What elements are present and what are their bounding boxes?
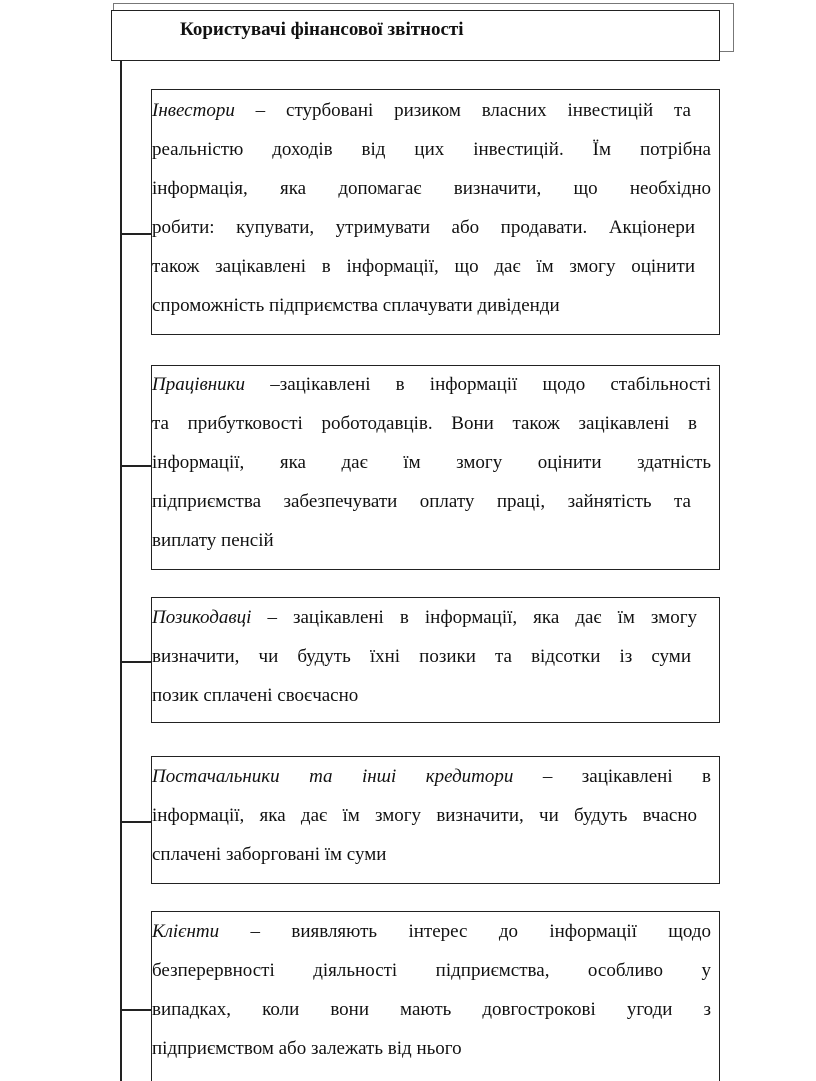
box-line: сплачені заборговані їм суми: [152, 844, 387, 865]
connector-branch-suppliers: [120, 821, 151, 823]
term-investors: Інвестори: [152, 100, 235, 121]
box-line: Працівники –зацікавлені в інформації щодо стабільності: [152, 374, 711, 395]
connector-branch-employees: [120, 465, 151, 467]
connector-spine: [120, 61, 122, 1081]
box-line: інформації, яка дає їм змогу оцінити здатність: [152, 452, 711, 473]
box-line: та прибутковості роботодавців. Вони також зацікавлені в: [152, 413, 697, 434]
box-employees: [151, 365, 720, 570]
term-suppliers: Постачальники та інші кредитори: [152, 766, 514, 787]
box-line: також зацікавлені в інформації, що дає їм змогу оцінити: [152, 256, 695, 277]
box-line: спроможність підприємства сплачувати дивіденди: [152, 295, 560, 316]
box-line: Інвестори – стурбовані ризиком власних інвестицій та: [152, 100, 691, 121]
box-suppliers: [151, 756, 720, 884]
term-lenders: Позикодавці: [152, 607, 252, 628]
connector-branch-lenders: [120, 661, 151, 663]
diagram-title: Користувачі фінансової звітності: [180, 19, 464, 40]
box-line: інформація, яка допомагає визначити, що необхідно: [152, 178, 711, 199]
box-investors: [151, 89, 720, 335]
box-line: визначити, чи будуть їхні позики та відсотки із суми: [152, 646, 691, 667]
box-lenders: [151, 597, 720, 723]
box-clients: [151, 911, 720, 1081]
term-clients: Клієнти: [152, 921, 220, 942]
box-line: Клієнти – виявляють інтерес до інформації щодо: [152, 921, 711, 942]
box-line: інформації, яка дає їм змогу визначити, чи будуть вчасно: [152, 805, 697, 826]
box-line: робити: купувати, утримувати або продавати. Акціонери: [152, 217, 695, 238]
box-line: випадках, коли вони мають довгострокові угоди з: [152, 999, 711, 1020]
connector-branch-clients: [120, 1009, 151, 1011]
term-employees: Працівники: [152, 374, 246, 395]
box-line: реальністю доходів від цих інвестицій. Їм потрібна: [152, 139, 711, 160]
box-line: виплату пенсій: [152, 530, 274, 551]
connector-branch-investors: [120, 233, 151, 235]
box-line: безперервності діяльності підприємства, особливо у: [152, 960, 711, 981]
box-line: підприємства забезпечувати оплату праці, зайнятість та: [152, 491, 691, 512]
box-line: підприємством або залежать від нього: [152, 1038, 462, 1059]
box-line: Позикодавці – зацікавлені в інформації, яка дає їм змогу: [152, 607, 697, 628]
box-line: Постачальники та інші кредитори – зацікавлені в: [152, 766, 711, 787]
box-line: позик сплачені своєчасно: [152, 685, 359, 706]
